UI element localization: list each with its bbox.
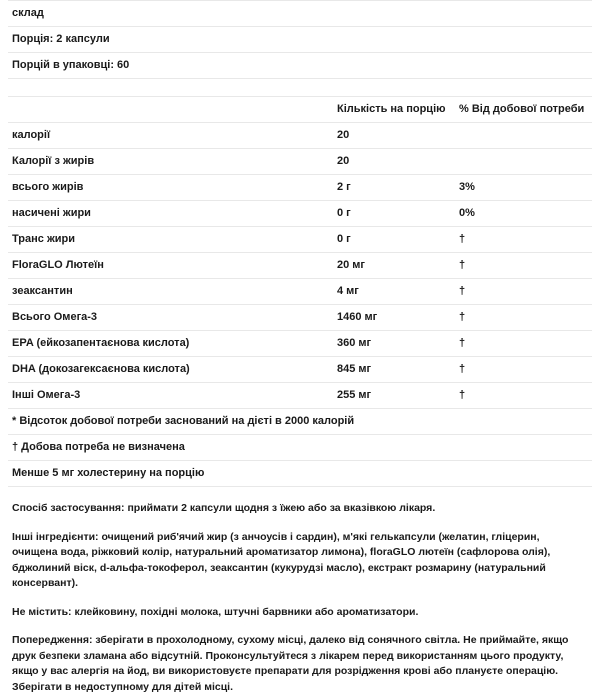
nutrient-amount: 0 г bbox=[333, 227, 455, 253]
nutrient-daily-value: † bbox=[455, 357, 592, 383]
nutrient-name: Калорії з жирів bbox=[8, 149, 333, 175]
table-row bbox=[8, 227, 592, 253]
nutrient-name: Інші Омега-3 bbox=[8, 383, 333, 409]
nutrient-daily-value bbox=[455, 149, 592, 175]
table-row-spacer bbox=[8, 79, 592, 97]
table-row-footnote bbox=[8, 435, 592, 461]
footnote-daily-value-basis: * Відсоток добової потреби заснований на дієті в 2000 калорій bbox=[8, 409, 592, 435]
servings-per-container-label: Порцій в упаковці: 60 bbox=[8, 53, 592, 79]
other-ingredients-paragraph: Інші інгредієнти: очищений риб'ячий жир (з анчоусів і сардин), м'які гелькапсули (желатин, гліцерин, очищена вода, ріжковий колір, натуральний ароматизатор лимона), floraGLO лютеїн (сафлорова олія), бджолиний віск, d-альфа-токоферол, зеаксантин (кукурудзі масло), екстракт розмарину (натуральний консервант). bbox=[12, 530, 551, 589]
nutrient-daily-value: 0% bbox=[455, 201, 592, 227]
table-row-footnote bbox=[8, 461, 592, 487]
footnote-daily-value-undetermined: † Добова потреба не визначена bbox=[8, 435, 592, 461]
nutrient-daily-value: † bbox=[455, 253, 592, 279]
footnote-cholesterol: Менше 5 мг холестерину на порцію bbox=[8, 461, 592, 487]
table-row bbox=[8, 253, 592, 279]
nutrient-daily-value: † bbox=[455, 331, 592, 357]
nutrient-daily-value bbox=[455, 123, 592, 149]
spacer-cell bbox=[8, 79, 592, 97]
nutrient-daily-value: † bbox=[455, 305, 592, 331]
nutrient-name: насичені жири bbox=[8, 201, 333, 227]
table-row bbox=[8, 201, 592, 227]
nutrient-amount: 2 г bbox=[333, 175, 455, 201]
nutrient-daily-value: † bbox=[455, 227, 592, 253]
table-row-composition bbox=[8, 1, 592, 27]
nutrient-name: всього жирів bbox=[8, 175, 333, 201]
nutrient-amount: 0 г bbox=[333, 201, 455, 227]
table-row bbox=[8, 149, 592, 175]
nutrient-amount: 20 bbox=[333, 123, 455, 149]
nutrient-amount: 1460 мг bbox=[333, 305, 455, 331]
nutrient-daily-value: † bbox=[455, 279, 592, 305]
table-row-servings-per-container bbox=[8, 53, 592, 79]
table-row bbox=[8, 123, 592, 149]
supplement-facts-table bbox=[8, 0, 592, 487]
table-row bbox=[8, 175, 592, 201]
warning-paragraph: Попередження: зберігати в прохолодному, сухому місці, далеко від сонячного світла. Не приймайте, якщо друк безпеки зламана або відсутній. Проконсультуйтеся з лікарем перед використанням цього продукту, якщо у вас алергія на йод, ви використовуєте препарати для розрідження крові або плануєте операцію. Зберігати в недоступному для дітей місці. bbox=[12, 634, 569, 693]
nutrient-name: FloraGLO Лютеїн bbox=[8, 253, 333, 279]
table-row bbox=[8, 357, 592, 383]
nutrient-name: Транс жири bbox=[8, 227, 333, 253]
header-amount-per-serving: Кількість на порцію bbox=[333, 97, 455, 123]
directions-paragraph: Спосіб застосування: приймати 2 капсули щодня з їжею або за вказівкою лікаря. bbox=[12, 502, 436, 514]
nutrient-amount: 20 bbox=[333, 149, 455, 175]
nutrient-name: калорії bbox=[8, 123, 333, 149]
nutrient-amount: 845 мг bbox=[333, 357, 455, 383]
free-from-paragraph: Не містить: клейковину, похідні молока, штучні барвники або ароматизатори. bbox=[12, 605, 419, 618]
table-row bbox=[8, 279, 592, 305]
table-header-row bbox=[8, 97, 592, 123]
nutrient-name: EPA (ейкозапентаєнова кислота) bbox=[8, 331, 333, 357]
nutrient-amount: 4 мг bbox=[333, 279, 455, 305]
product-info-paragraphs bbox=[8, 487, 592, 695]
header-nutrient bbox=[8, 97, 333, 123]
table-row bbox=[8, 331, 592, 357]
table-row-footnote bbox=[8, 409, 592, 435]
nutrient-name: зеаксантин bbox=[8, 279, 333, 305]
header-daily-value: % Від добової потреби bbox=[455, 97, 592, 123]
table-row-serving-size bbox=[8, 27, 592, 53]
nutrient-name: Всього Омега-3 bbox=[8, 305, 333, 331]
facts-table-body bbox=[8, 1, 592, 487]
table-row bbox=[8, 305, 592, 331]
nutrient-name: DHA (докозагексаєнова кислота) bbox=[8, 357, 333, 383]
nutrient-daily-value: 3% bbox=[455, 175, 592, 201]
nutrient-daily-value: † bbox=[455, 383, 592, 409]
nutrient-amount: 360 мг bbox=[333, 331, 455, 357]
table-row bbox=[8, 383, 592, 409]
nutrient-amount: 255 мг bbox=[333, 383, 455, 409]
composition-label: склад bbox=[8, 1, 592, 27]
nutrient-amount: 20 мг bbox=[333, 253, 455, 279]
serving-size-label: Порція: 2 капсули bbox=[8, 27, 592, 53]
